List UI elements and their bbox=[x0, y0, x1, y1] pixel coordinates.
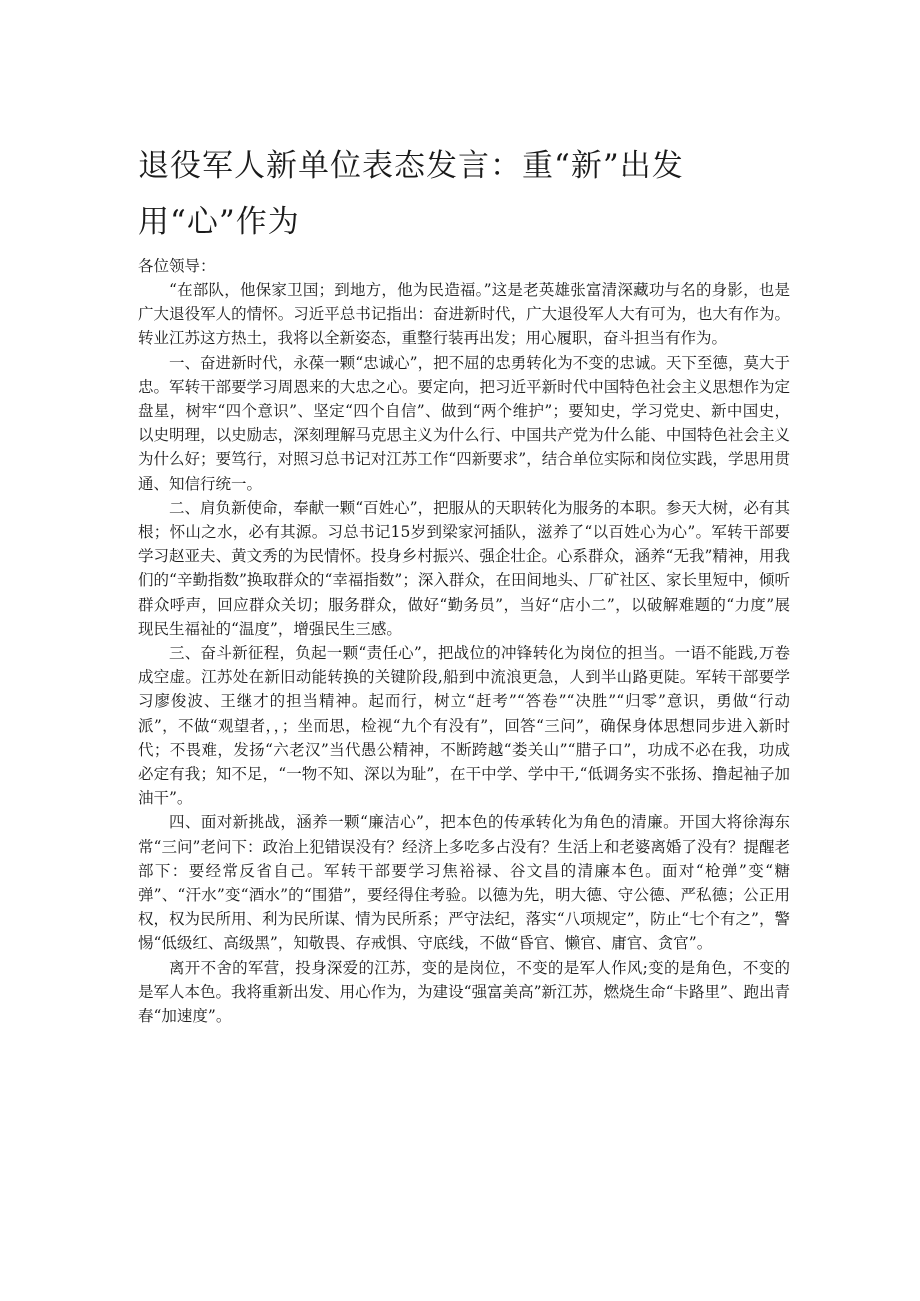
paragraph-point-four: 四、面对新挑战，涵养一颗“廉洁心”，把本色的传承转化为角色的清廉。开国大将徐海东常“三问”老问下：政治上犯错误没有？经济上多吃多占没有？生活上和老婆离婚了没有？提醒老部下：要经常反省自己。军转干部要学习焦裕禄、谷文昌的清廉本色。面对“枪弹”变“糖弹”、“汗水”变“酒水”的“围猎”，要经得住考验。以德为先，明大德、守公德、严私德；公正用权，权为民所用、利为民所谋、情为民所系；严守法纪，落实“八项规定”，防止“七个有之”，警惕“低级红、高级黑”，知敬畏、存戒惧、守底线，不做“昏官、懒官、庸官、贪官”。 bbox=[138, 813, 790, 953]
paragraph-point-one: 一、奋进新时代，永葆一颗“忠诚心”，把不屈的忠勇转化为不变的忠诚。天下至德，莫大于忠。军转干部要学习周恩来的大忠之心。要定向，把习近平新时代中国特色社会主义思想作为定盘星，树牢“四个意识”、坚定“四个自信”、做到“两个维护”；要知史，学习党史、新中国史，以史明理，以史励志，深刻理解马克思主义为什么行、中国共产党为什么能、中国特色社会主义为什么好；要笃行，对照习总书记对江苏工作“四新要求”，结合单位实际和岗位实践，学思用贯通、知信行统一。 bbox=[138, 353, 790, 493]
paragraph-point-two: 二、肩负新使命，奉献一颗“百姓心”，把服从的天职转化为服务的本职。参天大树，必有其根；怀山之水，必有其源。习总书记15岁到梁家河插队，滋养了“以百姓心为心”。军转干部要学习赵亚夫、黄文秀的为民情怀。投身乡村振兴、强企壮企。心系群众，涵养“无我”精神，用我们的“辛勤指数”换取群众的“幸福指数”；深入群众，在田间地头、厂矿社区、家长里短中，倾听群众呼声，回应群众关切；服务群众，做好“勤务员”，当好“店小二”，以破解难题的“力度”展现民生福祉的“温度”，增强民生三感。 bbox=[138, 498, 790, 638]
document-title: 退役军人新单位表态发言：重“新”出发用“心”作为 bbox=[138, 148, 684, 240]
document-page bbox=[138, 138, 790, 1028]
salutation: 各位领导： bbox=[138, 257, 216, 275]
paragraph-point-three: 三、奋斗新征程，负起一颗“责任心”，把战位的冲锋转化为岗位的担当。一语不能践,万卷成空虚。江苏处在新旧动能转换的关键阶段,船到中流浪更急，人到半山路更陡。军转干部要学习廖俊波、王继才的担当精神。起而行，树立“赶考”“答卷”“决胜”“归零”意识，勇做“行动派”，不做“观望者，，；坐而思，检视“九个有没有”，回答“三问”，确保身体思想同步进入新时代；不畏难，发扬“六老汉”当代愚公精神，不断跨越“娄关山”“腊子口”，功成不必在我，功成必定有我；知不足，“一物不知、深以为耻”，在干中学、学中干,“低调务实不张扬、撸起袖子加油干”。 bbox=[138, 644, 790, 808]
paragraph-intro: “在部队，他保家卫国；到地方，他为民造福。”这是老英雄张富清深藏功与名的身影，也是广大退役军人的情怀。习近平总书记指出：奋进新时代，广大退役军人大有可为，也大有作为。转业江苏这方热土，我将以全新姿态，重整行装再出发；用心履职，奋斗担当有作为。 bbox=[138, 281, 790, 348]
paragraph-conclusion: 离开不舍的军营，投身深爱的江苏，变的是岗位，不变的是军人作风;变的是角色，不变的是军人本色。我将重新出发、用心作为，为建设“强富美高”新江苏，燃烧生命“卡路里”、跑出青春“加速度”。 bbox=[138, 958, 790, 1026]
